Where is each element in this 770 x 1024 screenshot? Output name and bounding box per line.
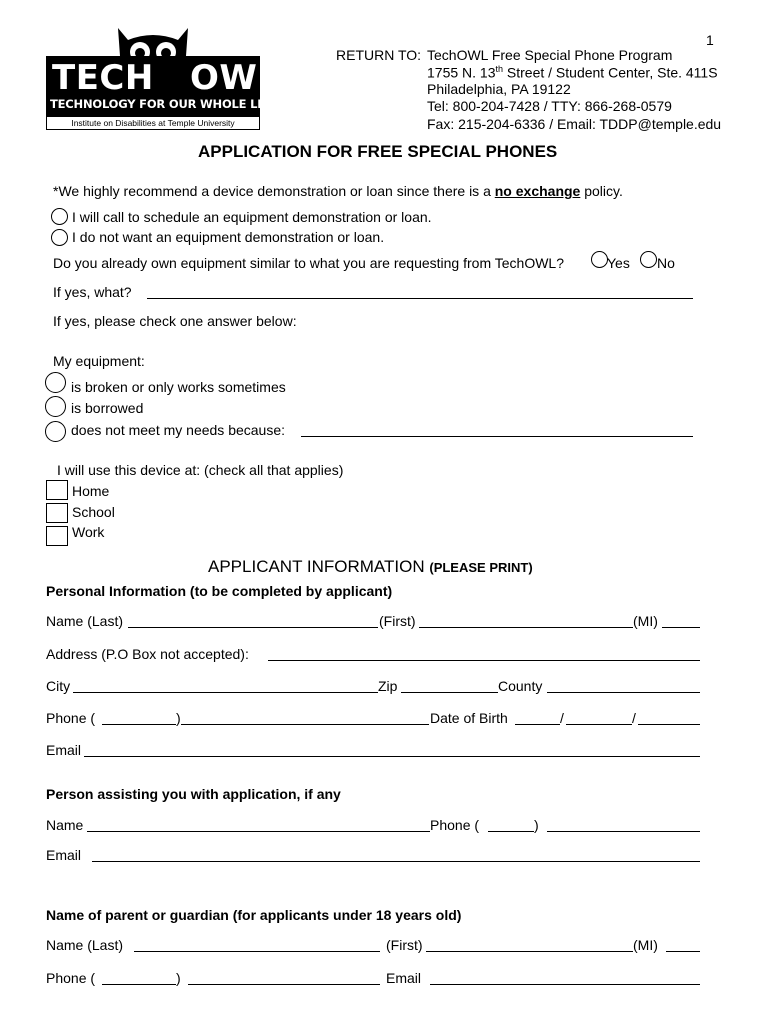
assist-heading: Person assisting you with application, if any: [46, 786, 341, 802]
dob-month-field[interactable]: [515, 724, 560, 725]
own-yes-label: Yes: [607, 255, 630, 271]
equipment-needs-field[interactable]: [301, 436, 693, 437]
email-label: Email: [46, 742, 82, 758]
parent-phone-area-field[interactable]: [102, 984, 176, 985]
county-label: County: [498, 678, 543, 694]
equipment-borrowed-label: is borrowed: [71, 400, 144, 416]
return-line-3: Philadelphia, PA 19122: [427, 81, 571, 97]
return-line-5: Fax: 215-204-6336 / Email: TDDP@temple.edu: [427, 116, 722, 132]
zip-label: Zip: [378, 678, 398, 694]
equipment-broken-label: is broken or only works sometimes: [71, 379, 286, 395]
logo-institute: Institute on Disabilities at Temple University: [46, 116, 260, 130]
dob-slash-1: /: [560, 710, 564, 726]
use-at-label: I will use this device at: (check all that applies): [57, 462, 344, 478]
return-to-label: RETURN TO:: [336, 47, 422, 63]
equipment-broken-radio[interactable]: [45, 372, 66, 393]
parent-phone-label: Phone (: [46, 970, 96, 986]
parent-name-first-field[interactable]: [426, 951, 633, 952]
zip-field[interactable]: [401, 692, 498, 693]
own-no-label: No: [657, 255, 675, 271]
equipment-borrowed-radio[interactable]: [45, 396, 66, 417]
address-label: Address (P.O Box not accepted):: [46, 646, 249, 662]
assist-name-label: Name: [46, 817, 84, 833]
county-field[interactable]: [547, 692, 700, 693]
assist-phone-area-field[interactable]: [488, 831, 534, 832]
assist-phone-close-paren: ): [534, 817, 539, 833]
logo-left-word: TECH: [52, 58, 154, 98]
use-work-checkbox[interactable]: [46, 526, 68, 546]
recommend-text: *We highly recommend a device demonstration or loan since there is a no exchange policy.: [53, 183, 623, 199]
equipment-needs-radio[interactable]: [45, 421, 66, 442]
city-field[interactable]: [73, 692, 378, 693]
use-work-label: Work: [72, 524, 105, 540]
parent-name-mi-label: (MI): [633, 937, 658, 953]
parent-heading: Name of parent or guardian (for applicants under 18 years old): [46, 907, 462, 923]
demo-schedule-label: I will call to schedule an equipment demonstration or loan.: [72, 209, 432, 225]
equipment-needs-label: does not meet my needs because:: [71, 422, 286, 438]
phone-close-paren: ): [176, 710, 181, 726]
address-field[interactable]: [268, 660, 700, 661]
name-mi-label: (MI): [633, 613, 658, 629]
dob-label: Date of Birth: [430, 710, 508, 726]
city-label: City: [46, 678, 71, 694]
demo-decline-radio[interactable]: [51, 229, 68, 246]
dob-day-field[interactable]: [566, 724, 632, 725]
parent-name-last-label: Name (Last): [46, 937, 124, 953]
own-no-radio[interactable]: [640, 251, 657, 268]
my-equipment-label: My equipment:: [53, 353, 145, 369]
email-field[interactable]: [84, 756, 700, 757]
assist-email-field[interactable]: [92, 861, 700, 862]
demo-decline-label: I do not want an equipment demonstration or loan.: [72, 229, 385, 245]
personal-info-heading: Personal Information (to be completed by applicant): [46, 583, 393, 599]
if-yes-check-label: If yes, please check one answer below:: [53, 313, 297, 329]
logo-tagline: TECHNOLOGY FOR OUR WHOLE LIVES: [50, 97, 286, 111]
demo-schedule-radio[interactable]: [51, 208, 68, 225]
return-line-1: TechOWL Free Special Phone Program: [427, 47, 673, 63]
page-title: APPLICATION FOR FREE SPECIAL PHONES: [198, 142, 558, 161]
if-yes-what-field[interactable]: [147, 298, 693, 299]
phone-label: Phone (: [46, 710, 96, 726]
name-mi-field[interactable]: [662, 627, 700, 628]
dob-slash-2: /: [632, 710, 636, 726]
parent-phone-number-field[interactable]: [188, 984, 380, 985]
name-first-label: (First): [379, 613, 416, 629]
if-yes-what-label: If yes, what?: [53, 284, 132, 300]
phone-area-field[interactable]: [102, 724, 176, 725]
return-line-2: 1755 N. 13th Street / Student Center, Ste. 411S: [427, 64, 718, 81]
own-yes-radio[interactable]: [591, 251, 608, 268]
use-school-checkbox[interactable]: [46, 503, 68, 523]
parent-email-field[interactable]: [430, 984, 700, 985]
name-first-field[interactable]: [419, 627, 633, 628]
parent-name-first-label: (First): [386, 937, 423, 953]
assist-name-field[interactable]: [87, 831, 430, 832]
use-school-label: School: [72, 504, 115, 520]
dob-year-field[interactable]: [638, 724, 700, 725]
return-line-4: Tel: 800-204-7428 / TTY: 866-268-0579: [427, 98, 672, 114]
parent-name-last-field[interactable]: [134, 951, 380, 952]
own-equipment-question: Do you already own equipment similar to what you are requesting from TechOWL?: [53, 255, 564, 271]
applicant-heading: APPLICANT INFORMATION (PLEASE PRINT): [208, 557, 533, 576]
page-number: 1: [706, 32, 714, 48]
assist-email-label: Email: [46, 847, 82, 863]
parent-name-mi-field[interactable]: [666, 951, 700, 952]
name-last-field[interactable]: [128, 627, 378, 628]
logo-right-word: OWL: [190, 58, 280, 98]
assist-phone-label: Phone (: [430, 817, 480, 833]
use-home-label: Home: [72, 483, 110, 499]
name-last-label: Name (Last): [46, 613, 124, 629]
parent-phone-close-paren: ): [176, 970, 181, 986]
use-home-checkbox[interactable]: [46, 480, 68, 500]
phone-number-field[interactable]: [181, 724, 429, 725]
assist-phone-number-field[interactable]: [547, 831, 700, 832]
parent-email-label: Email: [386, 970, 422, 986]
